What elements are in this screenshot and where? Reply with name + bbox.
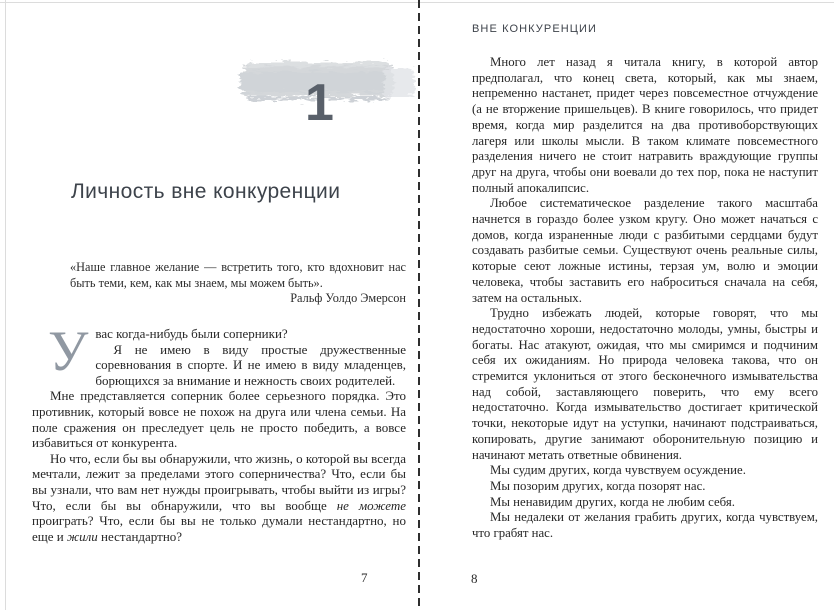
paragraph: Трудно избежать людей, которые говорят, что мы недостаточно хороши, недостаточно молоды, умны, быстры и богаты. Нас атакуют, ожидая, что мы смиримся и подчиним себя их ожиданиям. Но природа человека такова, что он стремится уклониться от этого бесконечного измывательства над собой, заставляющего поверить, что ему всего недостаточно. Когда измывательство достигает критической точки, некоторые идут на уступки, начинают подстраиваться, копировать, другие занимают оборонительную позицию и начинают метать ответные обвинения. [472, 306, 818, 462]
italic-phrase: жили [67, 528, 98, 544]
paragraph: Мы позорим других, когда позорят нас. [490, 478, 706, 493]
left-page-body-text [32, 320, 407, 544]
epigraph-attribution: Ральф Уолдо Эмерсон [290, 291, 406, 305]
drop-cap: У [48, 320, 89, 383]
epigraph-text: «Наше главное желание — встретить того, кто вдохновит нас быть теми, кем, как мы знаем, мы можем быть». [70, 260, 406, 290]
epigraph [70, 260, 406, 307]
right-page-body-text [472, 55, 818, 542]
spine-dashed-line [418, 0, 420, 610]
paragraph: Мы ненавидим других, когда не любим себя. [490, 494, 735, 509]
paragraph: Мне представляется соперник более серьезного порядка. Это противник, который вовсе не похож на друга или члена семьи. На поле сражения он преследует цель не просто победить, а вовсе избавиться от конкурента. [32, 388, 406, 451]
page-top-edge-line [0, 2, 834, 3]
paragraph-segment: Но что, если бы вы обнаружили, что жизнь, о которой вы всегда мечтали, лежит за пределами этого соперничества? Что, если бы вы узнали, что вам нет нужды проигрывать, чтобы выйти из игры? Что, если бы вы обнаружили, что вы вообще [32, 450, 407, 513]
paragraph: Много лет назад я читала книгу, в которой автор предполагал, что конец света, который, как мы знаем, непременно настанет, придет через повсеместное отчуждение (а не вторжение пришельцев). В книге говорилось, что придет время, когда мир разделится на два противоборствующих лагеря или школы мысли. В таком климате повсеместного разделения ничего не стоит натравить враждующие группы друг на друга, чтобы они воевали до тех пор, пока не наступит полный апокалипсис. [472, 55, 818, 195]
paragraph: Я не имею в виду простые дружественные соревнования в спорте. И не имею в виду младенцев, борющихся за внимание и нежность своих родителей. [95, 341, 406, 388]
running-header: ВНЕ КОНКУРЕНЦИИ [472, 23, 598, 35]
paragraph-segment: проиграть? Что, если бы вы не только думали нестандартно, но еще и [32, 513, 406, 544]
page-left-edge-line [5, 0, 6, 610]
paragraph: Любое систематическое разделение такого масштаба начнется в гораздо более узком кругу. Оно может начаться с домов, когда израненные люди с разбитыми сердцами будут создавать разбитые семьи. Существуют очень реальные силы, которые сеют ложные истины, терзая ум, волю и эмоции человека, чтобы заставить его наброситься сначала на себя, затем на остальных. [472, 196, 818, 305]
page-number-right: 8 [471, 571, 478, 586]
paragraph [32, 451, 406, 545]
chapter-number: 1 [305, 74, 334, 132]
opening-line: вас когда-нибудь были соперники? [95, 326, 288, 341]
italic-phrase: не можете [336, 497, 407, 513]
paragraph: Мы недалеки от желания грабить других, когда чувствуем, что грабят нас. [472, 510, 818, 541]
page-number-left: 7 [361, 570, 368, 585]
paragraph: Мы судим других, когда чувствуем осуждение. [490, 463, 746, 478]
chapter-title: Личность вне конкуренции [71, 180, 341, 203]
paragraph-segment: нестандартно? [97, 528, 183, 544]
